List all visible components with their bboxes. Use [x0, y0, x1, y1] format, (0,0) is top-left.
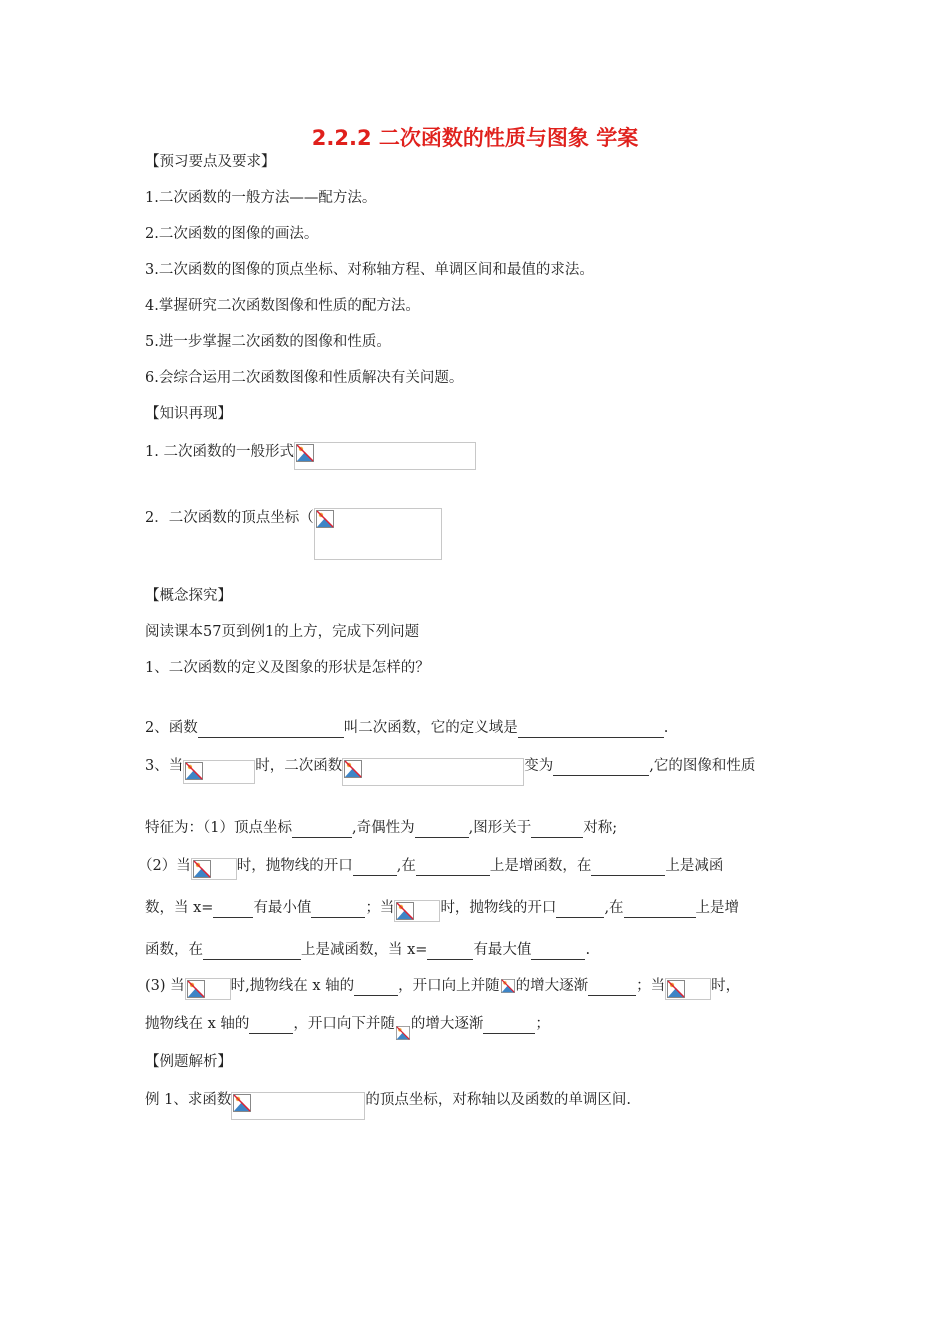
p2-text-g: 有最小值 — [253, 900, 312, 916]
formula-image — [665, 978, 711, 1000]
formula-image — [342, 758, 524, 786]
broken-image-icon — [296, 444, 314, 462]
preview-item-6: 6.会综合运用二次函数图像和性质解决有关问题。 — [145, 370, 464, 386]
p2-text-f: 数，当 x= — [145, 900, 214, 916]
knowledge-item-1-text: 1. 二次函数的一般形式 — [145, 444, 294, 460]
concept-part-2-line-3 — [145, 940, 590, 960]
answer-blank[interactable] — [292, 823, 352, 838]
preview-item-5: 5.进一步掌握二次函数的图像和性质。 — [145, 334, 391, 350]
p2-text-d: 上是增函数，在 — [489, 858, 592, 874]
answer-blank[interactable] — [249, 1019, 293, 1034]
example-1-text-a: 例 1、求函数 — [145, 1092, 232, 1108]
answer-blank[interactable] — [624, 903, 696, 918]
p2-text-e: 上是减函 — [665, 858, 724, 874]
p2-text-m: 上是减函数，当 x= — [301, 942, 428, 958]
concept-q3 — [145, 756, 755, 776]
q3-text-g: ,图形关于 — [468, 820, 532, 836]
answer-blank[interactable] — [531, 945, 585, 960]
q3-text-b: 时，二次函数 — [255, 758, 343, 774]
formula-image — [395, 1020, 411, 1040]
formula-image — [500, 978, 516, 998]
p2-text-c: ,在 — [396, 858, 416, 874]
example-1-text-b: 的顶点坐标，对称轴以及函数的单调区间. — [365, 1092, 631, 1108]
answer-blank[interactable] — [553, 761, 649, 776]
broken-image-icon — [501, 979, 515, 993]
answer-blank[interactable] — [518, 723, 664, 738]
answer-blank[interactable] — [591, 861, 665, 876]
broken-image-icon — [316, 510, 334, 528]
q3-text-c: 变为 — [524, 758, 554, 774]
section-knowledge: 【知识再现】 — [145, 406, 232, 422]
p3-text-g: 抛物线在 x 轴的 — [145, 1016, 250, 1032]
q3-text-h: 对称; — [583, 820, 618, 836]
p3-text-c: ，开口向上并随 — [398, 978, 500, 994]
concept-part-2-line-1 — [138, 856, 723, 876]
answer-blank[interactable] — [353, 861, 397, 876]
knowledge-item-1 — [145, 442, 476, 462]
p3-text-d: 的增大逐渐 — [515, 978, 589, 994]
concept-part-3-line-1 — [145, 976, 740, 996]
p3-text-a: (3) 当 — [145, 978, 185, 994]
p2-text-o: . — [585, 942, 591, 958]
broken-image-icon — [185, 762, 203, 780]
answer-blank[interactable] — [415, 823, 469, 838]
q3-text-a: 3、当 — [145, 758, 184, 774]
answer-blank[interactable] — [416, 861, 490, 876]
concept-intro: 阅读课本57页到例1的上方，完成下列问题 — [145, 624, 420, 640]
concept-part-3-line-2 — [145, 1014, 550, 1034]
concept-part-2-line-2 — [145, 898, 739, 918]
p3-text-j: ； — [535, 1016, 550, 1032]
q2-text-a: 2、函数 — [145, 720, 198, 736]
answer-blank[interactable] — [531, 823, 583, 838]
q2-text-c: . — [663, 720, 669, 736]
answer-blank[interactable] — [311, 903, 365, 918]
concept-q1: 1、二次函数的定义及图象的形状是怎样的？ — [145, 660, 430, 676]
knowledge-item-2 — [145, 508, 442, 528]
p2-text-l: 函数，在 — [145, 942, 203, 958]
knowledge-item-2-text: 2．二次函数的顶点坐标（ — [145, 510, 314, 526]
concept-q3-features — [145, 818, 617, 838]
answer-blank[interactable] — [203, 945, 301, 960]
p2-text-a: （2）当 — [138, 858, 191, 874]
p3-text-f: 时， — [711, 978, 741, 994]
p2-text-b: 时，抛物线的开口 — [236, 858, 353, 874]
answer-blank[interactable] — [427, 945, 473, 960]
formula-image — [191, 858, 237, 880]
p3-text-e: ；当 — [636, 978, 666, 994]
q2-text-b: 叫二次函数，它的定义域是 — [343, 720, 518, 736]
section-concept: 【概念探究】 — [145, 588, 232, 604]
formula-image — [231, 1092, 365, 1120]
concept-q2 — [145, 718, 668, 738]
p3-text-h: ，开口向下并随 — [293, 1016, 395, 1032]
p2-text-k: 上是增 — [695, 900, 740, 916]
broken-image-icon — [187, 980, 205, 998]
broken-image-icon — [396, 1026, 410, 1040]
broken-image-icon — [344, 760, 362, 778]
q3-text-d: ,它的图像和性质 — [649, 758, 756, 774]
p3-text-i: 的增大逐渐 — [410, 1016, 484, 1032]
formula-image — [294, 442, 476, 470]
broken-image-icon — [667, 980, 685, 998]
p2-text-j: ,在 — [604, 900, 624, 916]
formula-image — [183, 760, 255, 784]
answer-blank[interactable] — [354, 981, 398, 996]
q3-text-f: ,奇偶性为 — [351, 820, 415, 836]
section-preview: 【预习要点及要求】 — [145, 154, 276, 170]
broken-image-icon — [396, 902, 414, 920]
example-1 — [145, 1090, 631, 1110]
formula-image — [394, 900, 440, 922]
preview-item-4: 4.掌握研究二次函数图像和性质的配方法。 — [145, 298, 420, 314]
preview-item-3: 3.二次函数的图像的顶点坐标、对称轴方程、单调区间和最值的求法。 — [145, 262, 594, 278]
broken-image-icon — [193, 860, 211, 878]
answer-blank[interactable] — [556, 903, 604, 918]
page-title: 2.2.2 二次函数的性质与图象 学案 — [311, 126, 639, 150]
broken-image-icon — [233, 1094, 251, 1112]
p2-text-i: 时，抛物线的开口 — [440, 900, 557, 916]
answer-blank[interactable] — [588, 981, 636, 996]
preview-item-2: 2.二次函数的图像的画法。 — [145, 226, 319, 242]
p3-text-b: 时,抛物线在 x 轴的 — [230, 978, 355, 994]
p2-text-h: ；当 — [365, 900, 395, 916]
preview-item-1: 1.二次函数的一般方法——配方法。 — [145, 190, 377, 206]
q3-text-e: 特征为：（1）顶点坐标 — [145, 820, 292, 836]
answer-blank[interactable] — [213, 903, 253, 918]
section-example: 【例题解析】 — [145, 1054, 232, 1070]
formula-image — [314, 508, 442, 560]
formula-image — [185, 978, 231, 1000]
answer-blank[interactable] — [483, 1019, 535, 1034]
p2-text-n: 有最大值 — [473, 942, 532, 958]
answer-blank[interactable] — [198, 723, 344, 738]
